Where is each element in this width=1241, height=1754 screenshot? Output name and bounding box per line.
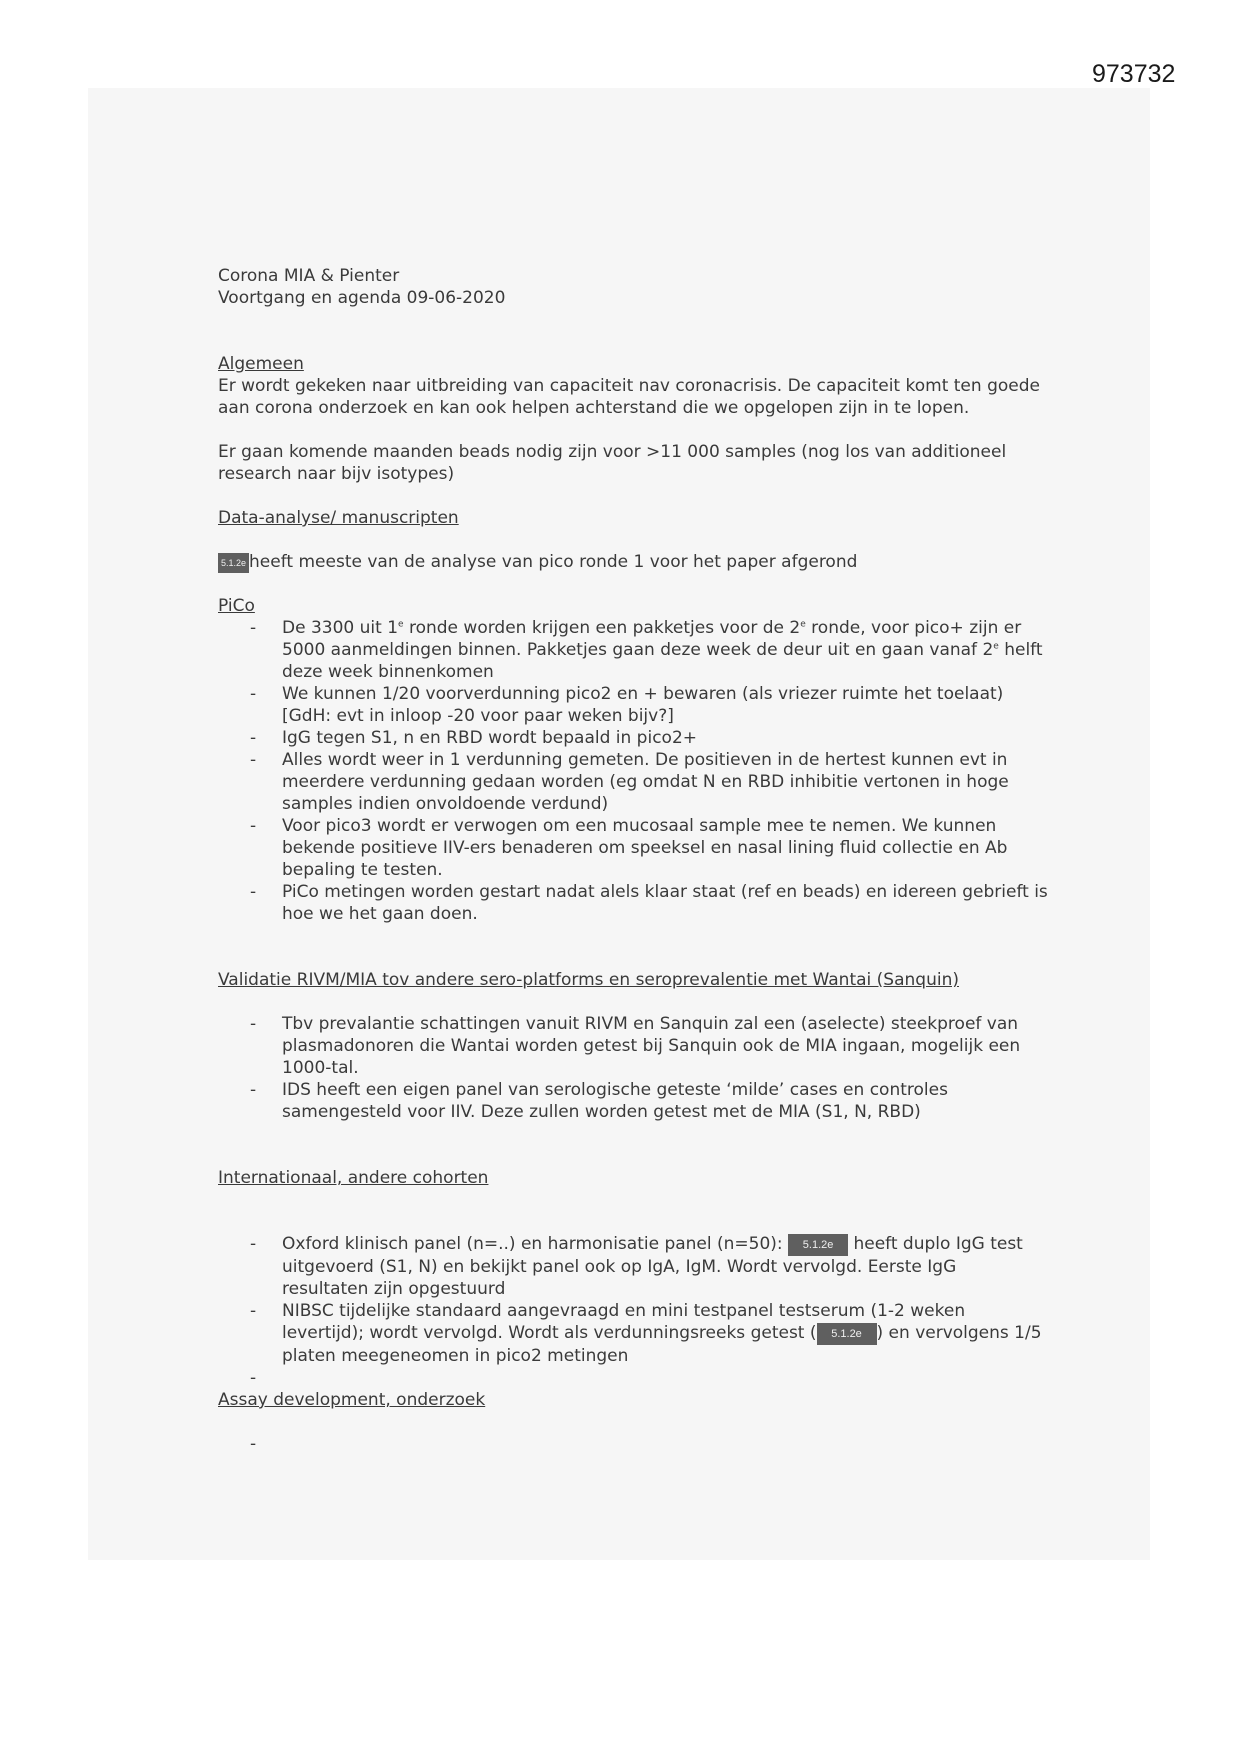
list-item: - IgG tegen S1, n en RBD wordt bepaald in pico2+ [250,728,698,748]
list-item: - Voor pico3 wordt er verwogen om een mucosaal sample mee te nemen. We kunnen bekende positieve IIV-ers benaderen om speeksel en nasal lining fluid collectie en Ab bepaling te testen. [250,816,1008,880]
data-analyse-paragraph [218,551,1048,573]
algemeen-paragraph-2: Er gaan komende maanden beads nodig zijn voor >11 000 samples (nog los van additioneel research naar bijv isotypes) [218,442,1007,484]
assay-list [218,1433,1048,1455]
redaction-box: 5.1.2e [788,1234,848,1256]
heading-algemeen: Algemeen [218,354,304,374]
validatie-list [218,1013,1048,1123]
document-number: 973732 [1092,60,1176,88]
data-analyse-text: heeft meeste van de analyse van pico ronde 1 voor het paper afgerond [249,552,858,572]
redaction-box: 5.1.2e [817,1323,877,1345]
redaction-box: 5.1.2e [218,553,249,573]
heading-internationaal: Internationaal, andere cohorten [218,1168,489,1188]
list-item: - NIBSC tijdelijke standaard aangevraagd en mini testpanel testserum (1-2 weken levertijd); wordt vervolgd. Wordt als verdunningsreeks getest ( 5.1.2e ) en vervolgens 1/5 platen meegeneomen in pico2 metingen [250,1301,1042,1366]
doc-title: Corona MIA & Pienter [218,266,400,286]
list-item: - De 3300 uit 1e ronde worden krijgen een pakketjes voor de 2e ronde, voor pico+ zijn er 5000 aanmeldingen binnen. Pakketjes gaan deze week de deur uit en gaan vanaf 2e helft deze week binnenkomen [250,618,1043,682]
list-item: - Tbv prevalantie schattingen vanuit RIVM en Sanquin zal een (aselecte) steekproef van plasmadonoren die Wantai worden getest bij Sanquin ook de MIA ingaan, mogelijk een 1000-tal. [250,1014,1021,1078]
algemeen-paragraph-1: Er wordt gekeken naar uitbreiding van capaciteit nav coronacrisis. De capaciteit komt ten goede aan corona onderzoek en kan ook helpen achterstand die we opgelopen zijn in te lopen. [218,376,1040,418]
list-item: - Oxford klinisch panel (n=..) en harmonisatie panel (n=50): 5.1.2e heeft duplo IgG test uitgevoerd (S1, N) en bekijkt panel ook op IgA, IgM. Wordt vervolgd. Eerste IgG resultaten zijn opgestuurd [250,1234,1023,1299]
list-item: - PiCo metingen worden gestart nadat alels klaar staat (ref en beads) en idereen gebrieft is hoe we het gaan doen. [250,882,1048,924]
heading-data-analyse: Data-analyse/ manuscripten [218,508,459,528]
internationaal-list [218,1233,1048,1389]
heading-pico: PiCo [218,596,255,616]
document-body [218,265,1048,1455]
list-item: - [250,1368,257,1388]
list-item: - We kunnen 1/20 voorverdunning pico2 en + bewaren (als vriezer ruimte het toelaat) [GdH: evt in inloop -20 voor paar weken bijv?] [250,684,1004,726]
list-item: - IDS heeft een eigen panel van serologische geteste ‘milde’ cases en controles samengesteld voor IIV. Deze zullen worden getest met de MIA (S1, N, RBD) [250,1080,948,1122]
list-item: - [250,1434,257,1454]
heading-validatie: Validatie RIVM/MIA tov andere sero-platforms en seroprevalentie met Wantai (Sanquin) [218,970,959,990]
pico-list [218,617,1048,925]
doc-subtitle: Voortgang en agenda 09-06-2020 [218,288,506,308]
heading-assay: Assay development, onderzoek [218,1390,486,1410]
list-item: - Alles wordt weer in 1 verdunning gemeten. De positieven in de hertest kunnen evt in meerdere verdunning gedaan worden (eg omdat N en RBD inhibitie vertonen in hoge samples indien onvoldoende verdund) [250,750,1009,814]
